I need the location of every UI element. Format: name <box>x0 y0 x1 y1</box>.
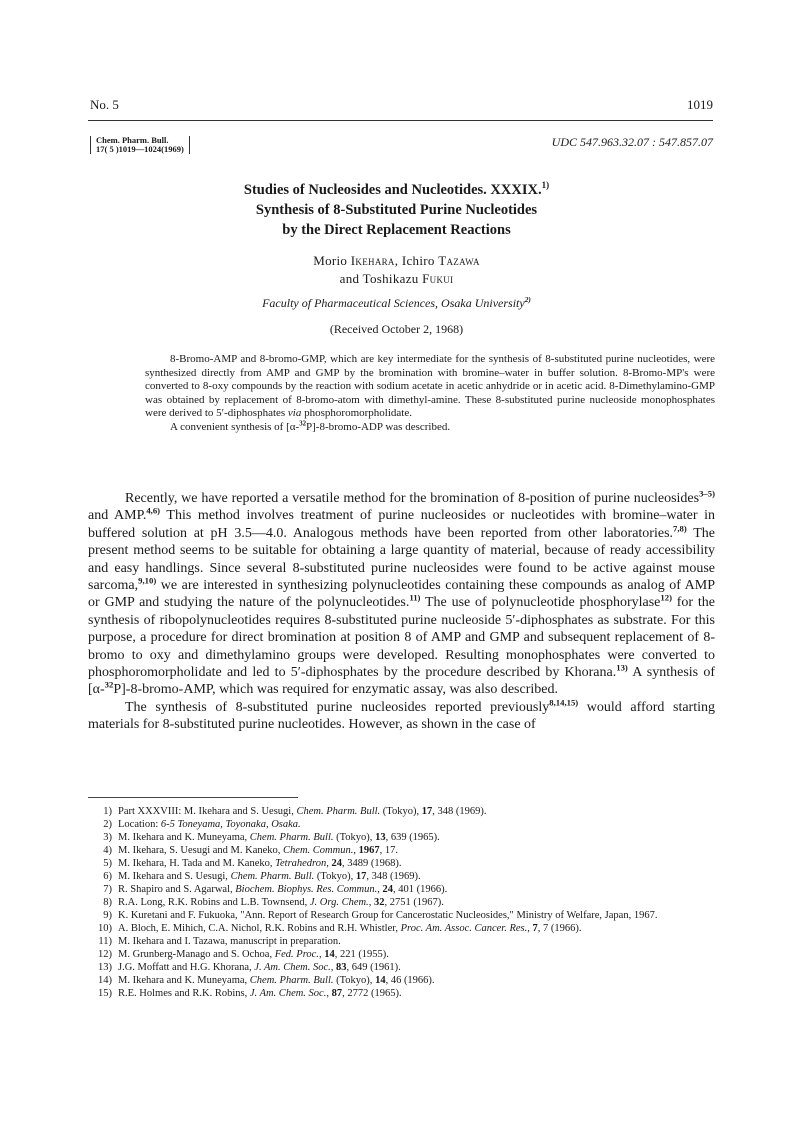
body-text <box>88 490 715 734</box>
footnote-text-run: M. Ikehara and K. Muneyama, <box>118 975 250 986</box>
abstract-isotope: 32 <box>299 420 306 428</box>
received-date: (Received October 2, 1968) <box>329 322 464 336</box>
footnote-text-run: Proc. Am. Assoc. Cancer. Res. <box>400 923 528 934</box>
affiliation-footnote-ref: 2) <box>524 295 531 304</box>
footnote-item <box>88 987 715 1000</box>
citation-ref: 12) <box>660 592 672 603</box>
title-line-2: Synthesis of 8-Substituted Purine Nucleotides <box>255 202 538 218</box>
abstract-p1-end: phosphoromorpholidate. <box>304 407 412 420</box>
footnote-number: 13) <box>98 962 112 973</box>
footnote-text-run: R. Shapiro and S. Agarwal, <box>118 884 236 895</box>
footnote-text-run: R.A. Long, R.K. Robins and L.B. Townsend, <box>118 897 310 908</box>
footnote-text-run: (Tokyo), <box>380 806 422 817</box>
footnote-text <box>118 857 715 870</box>
affiliation-text: Faculty of Pharmaceutical Sciences, Osaka University <box>262 296 525 310</box>
body-p1-seg: A synthesis of [α- <box>88 665 715 698</box>
footnote-text-run: J. Am. Chem. Soc. <box>249 988 327 999</box>
footnote-text-run: Chem. Commun. <box>283 845 354 856</box>
footnote-item <box>88 857 715 870</box>
footnote-text <box>118 896 715 909</box>
body-p1-seg: The present method seems to be suitable for obtaining a large quantity of material, because of ready accessibility and easy handlings. Since several 8-substituted purine nucleosides were found to be active against mouse sarcoma, <box>88 525 715 594</box>
footnote-text-run: Fed. Proc. <box>274 949 319 960</box>
footnote-text-run: , 639 (1965). <box>385 832 440 843</box>
citation-ref: 11) <box>409 592 421 603</box>
footnote-text-run: , 3489 (1968). <box>342 858 402 869</box>
footnote-item <box>88 935 715 948</box>
footnote-text-run: Chem. Pharm. Bull. <box>249 975 334 986</box>
footnote-text-run: 14 <box>324 949 335 960</box>
footnote-item <box>88 896 715 909</box>
body-paragraph-1 <box>88 490 715 699</box>
footnote-text <box>118 935 715 948</box>
abstract-p2-text: A convenient synthesis of [α- <box>170 420 300 433</box>
footnote-item <box>88 922 715 935</box>
footnote-text <box>118 818 715 831</box>
footnote-text-run: (Tokyo), <box>333 832 376 843</box>
footnote-number: 1) <box>103 806 112 817</box>
footnote-text-run: Biochem. Biophys. Res. Commun. <box>235 884 378 895</box>
author-1-last: Ikehara <box>350 253 395 268</box>
footnote-text-run: 24 <box>382 884 394 895</box>
footnote-text-run: , <box>326 988 332 999</box>
footnote-item <box>88 805 715 818</box>
citation-ref: 8,14,15) <box>549 697 579 708</box>
footnote-text-run: M. Ikehara, H. Tada and M. Kaneko, <box>118 858 276 869</box>
footnote-text-run: , 46 (1966). <box>385 975 435 986</box>
footnote-text-run: M. Grunberg-Manago and S. Ochoa, <box>118 949 275 960</box>
footnote-number: 2) <box>103 819 112 830</box>
footnote-text-run: , <box>326 858 332 869</box>
footnote-text-run: J.G. Moffatt and H.G. Khorana, <box>118 962 255 973</box>
author-3-first: Toshikazu <box>362 271 419 286</box>
footnote-text-run: M. Ikehara and K. Muneyama, <box>118 832 250 843</box>
footnote-item <box>88 909 715 922</box>
citation-journal: Chem. Pharm. Bull. <box>96 135 169 145</box>
footnote-text-run: K. Kuretani and F. Fukuoka, "Ann. Report of Research Group for Cancerostatic Nucleosides," Ministry of Welfare, Japan, 1967. <box>118 910 658 921</box>
footnote-text-run: , 7 (1966). <box>537 923 582 934</box>
citation-ref: 7,8) <box>673 523 687 534</box>
footnote-text <box>118 883 715 896</box>
footnote-text-run: 87 <box>331 988 343 999</box>
title-footnote-ref: 1) <box>541 180 550 191</box>
affiliation <box>0 296 793 311</box>
footnote-number: 8) <box>103 897 112 908</box>
footnote-number: 14) <box>98 975 112 986</box>
footnote-text-run: , <box>527 923 533 934</box>
footnote-number: 6) <box>103 871 112 882</box>
footnote-text <box>118 831 715 844</box>
body-p1-seg: for the synthesis of ribopolynucleotides requires 8-substituted purine nucleoside 5′-diphosphates as substrate. For this purpose, a procedure for direct bromination at position 8 of AMP and GMP and subsequent replacement of 8-bromo to oxy and dimethylamino groups were developed. Resulting monophosphates were converted to phosphoromorpholidate and led to 5′-diphosphates by the procedure described by Khorana. <box>88 595 715 681</box>
footnote-text-run: , 348 (1969). <box>366 871 421 882</box>
footnote-text-run: Chem. Pharm. Bull. <box>296 806 381 817</box>
footnote-text-run: Tetrahedron <box>275 858 327 869</box>
footnote-text-run: , 17. <box>379 845 398 856</box>
isotope-superscript: 32 <box>104 679 114 690</box>
footnote-text-run: J. Org. Chem. <box>309 897 369 908</box>
footnote-text-run: , <box>377 884 383 895</box>
body-p2-seg: The synthesis of 8-substituted purine nucleosides reported previously <box>125 699 550 715</box>
body-p1-seg: and AMP. <box>88 508 147 524</box>
footnote-text <box>118 922 715 935</box>
footnote-text-run: 14 <box>375 975 386 986</box>
footnote-text-run: 83 <box>336 962 347 973</box>
footnote-number: 4) <box>103 845 112 856</box>
footnote-text-run: 17 <box>421 806 433 817</box>
footnote-item <box>88 974 715 987</box>
body-p2-seg: would afford starting materials for 8-substituted purine nucleotides. However, as shown in the case of <box>88 699 715 733</box>
footnotes <box>88 805 715 1000</box>
citation-volume: 17( 5 )1019—1024(1969) <box>96 144 184 154</box>
footnote-number: 10) <box>98 923 112 934</box>
footnote-text-run: , 2772 (1965). <box>342 988 402 999</box>
body-paragraph-2 <box>88 699 715 734</box>
footnote-item <box>88 948 715 961</box>
citation-ref: 4,6) <box>146 505 161 516</box>
footnote-text-run: , <box>353 845 359 856</box>
footnote-item <box>88 831 715 844</box>
footnote-text-run: J. Am. Chem. Soc. <box>254 962 331 973</box>
footnote-text-run: 1967 <box>358 845 380 856</box>
footnote-text-run: M. Ikehara and S. Uesugi, <box>118 871 231 882</box>
journal-citation <box>90 136 190 154</box>
footnote-text-run: Part XXXVIII: M. Ikehara and S. Uesugi, <box>118 806 297 817</box>
citation-ref: 3–5) <box>699 488 715 499</box>
footnote-text-run: 13 <box>375 832 386 843</box>
footnote-text-run: Chem. Pharm. Bull. <box>249 832 334 843</box>
footnote-text <box>118 974 715 987</box>
author-1-first: Morio <box>313 253 348 268</box>
title-line-1: Studies of Nucleosides and Nucleotides. XXXIX. <box>243 182 542 198</box>
citation-ref: 13) <box>616 662 628 673</box>
header-rule <box>88 120 713 121</box>
citation-ref: 9,10) <box>138 575 157 586</box>
abstract <box>145 353 715 435</box>
footnote-text <box>118 961 715 974</box>
footnote-text-run: , <box>368 897 374 908</box>
abstract-paragraph-2 <box>145 421 715 435</box>
footnote-text <box>118 870 715 883</box>
footnote-item <box>88 818 715 831</box>
footnote-text-run: , <box>318 949 325 960</box>
body-p1-seg: This method involves treatment of purine nucleosides or nucleotides with bromine–water in buffered solution at pH 3.5—4.0. Analogous methods have been reported from other laboratories. <box>88 508 716 541</box>
footnote-text-run: , <box>330 962 337 973</box>
footnote-text <box>118 844 715 857</box>
footnote-text-run: , 2751 (1967). <box>384 897 444 908</box>
footnote-text-run: , 649 (1961). <box>346 962 401 973</box>
title-line-3: by the Direct Replacement Reactions <box>282 222 511 238</box>
footnote-number: 11) <box>98 936 112 947</box>
footnote-text <box>118 909 715 922</box>
issue-number: No. 5 <box>90 97 119 112</box>
footnote-text-run: 24 <box>331 858 343 869</box>
footnote-text-run: Location: <box>118 819 161 830</box>
footnote-text-run: 32 <box>373 897 385 908</box>
footnote-number: 12) <box>98 949 112 960</box>
footnote-rule <box>88 797 298 798</box>
body-p1-seg: The use of polynucleotide phosphorylase <box>420 595 661 611</box>
footnote-item <box>88 844 715 857</box>
udc-code: UDC 547.963.32.07 : 547.857.07 <box>551 135 713 149</box>
footnote-item <box>88 883 715 896</box>
author-2-last: Tazawa <box>438 253 480 268</box>
body-p1-seg: P]-8-bromo-AMP, which was required for enzymatic assay, was also described. <box>113 682 558 698</box>
footnote-number: 5) <box>103 858 112 869</box>
page-number: 1019 <box>687 97 713 112</box>
author-3-last: Fukui <box>422 271 454 286</box>
footnote-text-run: 17 <box>355 871 367 882</box>
paper-title <box>0 180 793 240</box>
footnote-item <box>88 870 715 883</box>
footnote-item <box>88 961 715 974</box>
footnote-text-run: , 401 (1966). <box>393 884 448 895</box>
footnote-number: 7) <box>103 884 112 895</box>
abstract-paragraph-1 <box>145 353 715 421</box>
footnote-text-run: M. Ikehara, S. Uesugi and M. Kaneko, <box>118 845 284 856</box>
footnote-text-run: , 348 (1969). <box>432 806 487 817</box>
footnote-text-run: M. Ikehara and I. Tazawa, manuscript in preparation. <box>118 936 341 947</box>
abstract-p1-text: 8-Bromo-AMP and 8-bromo-GMP, which are key intermediate for the synthesis of 8-substituted purine nucleotides, were synthesized directly from AMP and GMP by the bromination with bromine–water in buffer solution. 8-Bromo-MP's were converted to 8-oxy compounds by the reaction with sodium acetate in acetic anhydride or in acetic acid. 8-Dimethylamino-GMP was obtained by replacement of 8-bromo-atom with dimethyl-amine. These 8-substituted purine nucleoside monophosphates were derived to 5′-diphosphates <box>145 353 715 420</box>
footnote-text <box>118 948 715 961</box>
footnote-text-run: R.E. Holmes and R.K. Robins, <box>118 988 250 999</box>
footnote-text-run: (Tokyo), <box>314 871 356 882</box>
footnote-text-run: A. Bloch, E. Mihich, C.A. Nichol, R.K. Robins and R.H. Whistler, <box>118 923 401 934</box>
footnote-number: 15) <box>98 988 112 999</box>
body-p1-seg: we are interested in synthesizing polynucleotides containing these compounds as analog of AMP or GMP and studying the nature of the polynucleotides. <box>88 578 715 611</box>
author-list: Morio Ikehara, Ichiro Tazawa and Toshikazu Fukui <box>313 253 480 286</box>
footnote-text <box>118 805 715 818</box>
footnote-number: 3) <box>103 832 112 843</box>
footnote-text-run: 7 <box>532 923 538 934</box>
footnote-text <box>118 987 715 1000</box>
footnote-text-run: 6-5 Toneyama, Toyonaka, Osaka. <box>160 819 301 830</box>
author-2-first: Ichiro <box>401 253 435 268</box>
author-conjunction: and <box>339 271 360 286</box>
footnote-text-run: (Tokyo), <box>333 975 376 986</box>
body-p1-seg: Recently, we have reported a versatile method for the bromination of 8-position of purine nucleosides <box>125 491 700 506</box>
footnote-number: 9) <box>103 910 112 921</box>
abstract-via: via <box>287 407 302 420</box>
footnote-text-run: Chem. Pharm. Bull. <box>230 871 315 882</box>
abstract-p2-end: P]-8-bromo-ADP was described. <box>306 420 451 433</box>
footnote-text-run: , 221 (1955). <box>334 949 389 960</box>
